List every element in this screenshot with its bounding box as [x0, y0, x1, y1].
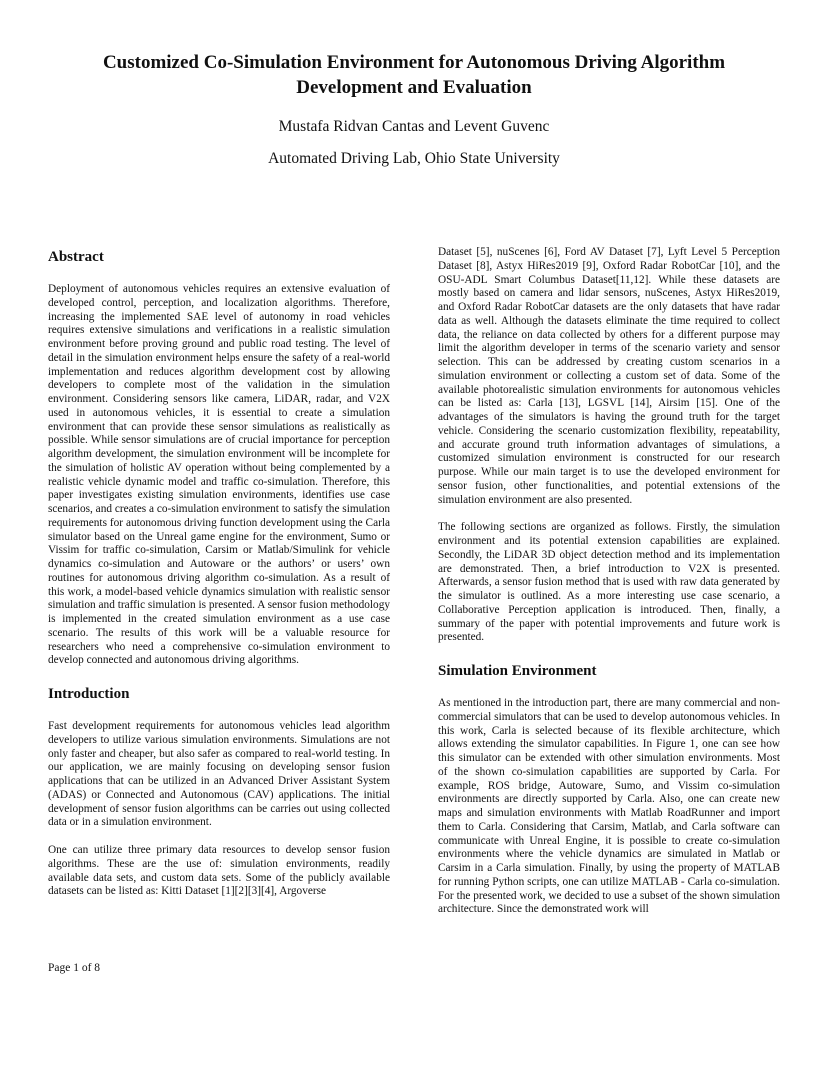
abstract-text: Deployment of autonomous vehicles requires an extensive evaluation of developed control, perception, and localization algorithms. Therefore, increasing the implemented SAE level of autonomy in road vehicles requires extensive simulations and verifications in a realistic simulation environment before proving ground and public road testing. The level of detail in the simulation environment helps ensure the safety of a real-world implementation and reduces algorithm development cost by allowing developers to complete most of the validation in the simulation environment. Considering sensors like camera, LiDAR, radar, and V2X used in autonomous vehicles, it is essential to create a simulation environment that can provide these sensor simulations as realistically as possible. While sensor simulations are of crucial importance for perception algorithm development, the simulation environment will be incomplete for the simulation of holistic AV operation without being complemented by a realistic vehicle dynamic model and traffic co-simulation. Therefore, this paper investigates existing simulation environments, identifies use case scenarios, and creates a co-simulation environment to satisfy the simulation requirements for autonomous driving function development using the Carla simulator based on the Unreal game engine for the environment, Sumo or Vissim for traffic co-simulation, Carsim or Matlab/Simulink for vehicle dynamics co-simulation and Autoware or the authors’ or users’ own routines for autonomous driving algorithm co-simulation. As a result of this work, a model-based vehicle dynamics simulation with realistic sensor simulation and traffic simulation is presented. A sensor fusion methodology is implemented in the created simulation environment as a use case scenario. The results of this work will be a valuable resource for researchers who need a comprehensive co-simulation environment to develop connected and autonomous driving algorithms.: [48, 283, 390, 667]
paper-title: Customized Co-Simulation Environment for Autonomous Driving Algorithm Development and Evaluation: [102, 52, 726, 98]
right-column: [438, 246, 780, 917]
introduction-paragraph-2: One can utilize three primary data resources to develop sensor fusion algorithms. These are the use of: simulation environments, readily available data sets, and custom data sets. Some of the publicly available datasets can be listed as: Kitti Dataset [1][2][3][4], Argoverse: [48, 844, 390, 898]
simulation-environment-heading: Simulation Environment: [438, 663, 597, 679]
simulation-environment-text: As mentioned in the introduction part, there are many commercial and non-commercial simulators that can be used to develop autonomous vehicles. In this work, Carla is selected because of its flexible architecture, which allows extending the simulator capabilities. In Figure 1, one can see how this simulator can be extended with other simulation environments. Most of the shown co-simulation capabilities are supported by Carla. For example, ROS bridge, Autoware, Sumo, and Vissim co-simulation environments are directly supported by Carla. Also, one can create new maps and simulation environments with Matlab RoadRunner and import them to Carla. Considering that Carsim, Matlab, and Carla software can communicate with Unreal Engine, it is possible to create co-simulation environments where the vehicle dynamics are simulated in Matlab or Carsim in a Carla simulation. Finally, by using the property of MATLAB for running Python scripts, one can utilize MATLAB - Carla co-simulation. For the presented work, we decided to use a subset of the shown simulation architecture. Since the demonstrated work will: [438, 697, 780, 916]
introduction-paragraph-1: Fast development requirements for autonomous vehicles lead algorithm developers to utilize various simulation environments. Simulations are not only faster and cheaper, but also safer as compared to real-world testing. In our application, we are mainly focusing on developing sensor fusion applications that can be utilized in an Advanced Driver Assistant System (ADAS) or Connected and Autonomous (CAV) applications. The initial development of sensor fusion algorithms can be carries out using collected data or in a simulation environment.: [48, 720, 390, 829]
paper-authors: Mustafa Ridvan Cantas and Levent Guvenc: [278, 118, 550, 135]
page-number: Page 1 of 8: [48, 962, 101, 974]
introduction-paragraph-4: The following sections are organized as follows. Firstly, the simulation environment and its potential extension capabilities are explained. Secondly, the LiDAR 3D object detection method and its implementation are demonstrated. Then, a brief introduction to V2X is presented. Afterwards, a sensor fusion method that is used with raw data generated by the simulator is outlined. As a more interesting use case scenario, a Collaborative Perception application is introduced. Then, finally, a summary of the paper with potential improvements and future work is presented.: [438, 521, 780, 644]
paper-affiliation: Automated Driving Lab, Ohio State University: [268, 150, 560, 167]
abstract-heading: Abstract: [48, 249, 104, 265]
left-column: [48, 247, 390, 899]
introduction-paragraph-3: Dataset [5], nuScenes [6], Ford AV Dataset [7], Lyft Level 5 Perception Dataset [8], Astyx HiRes2019 [9], Oxford Radar RobotCar [10], and the OSU-ADL Smart Columbus Dataset[11,12]. While these datasets are mostly based on camera and lidar sensors, nuScenes, Astyx HiRes2019, and Oxford Radar RobotCar datasets are the only datasets that have radar data as well. Although the datasets eliminate the time required to collect data, the reliance on data collected by others for a different purpose may limit the algorithm developer in terms of the scenario variety and sensor selection. This can be addressed by creating custom scenarios in a simulation environment or collecting a custom set of data. Some of the available photorealistic simulation environments for autonomous vehicles can be listed as: Carla [13], LGSVL [14], Airsim [15]. One of the advantages of the simulators is having the ground truth for the target vehicle. Considering the scenario customization flexibility, repeatability, and accurate ground truth information advantages of simulations, a customized simulation environment is constructed for our research purpose. While our main target is to use the developed environment for sensor fusion, other functionalities, and potential extensions of the simulation environment are also presented.: [438, 246, 780, 506]
introduction-heading: Introduction: [48, 686, 130, 702]
